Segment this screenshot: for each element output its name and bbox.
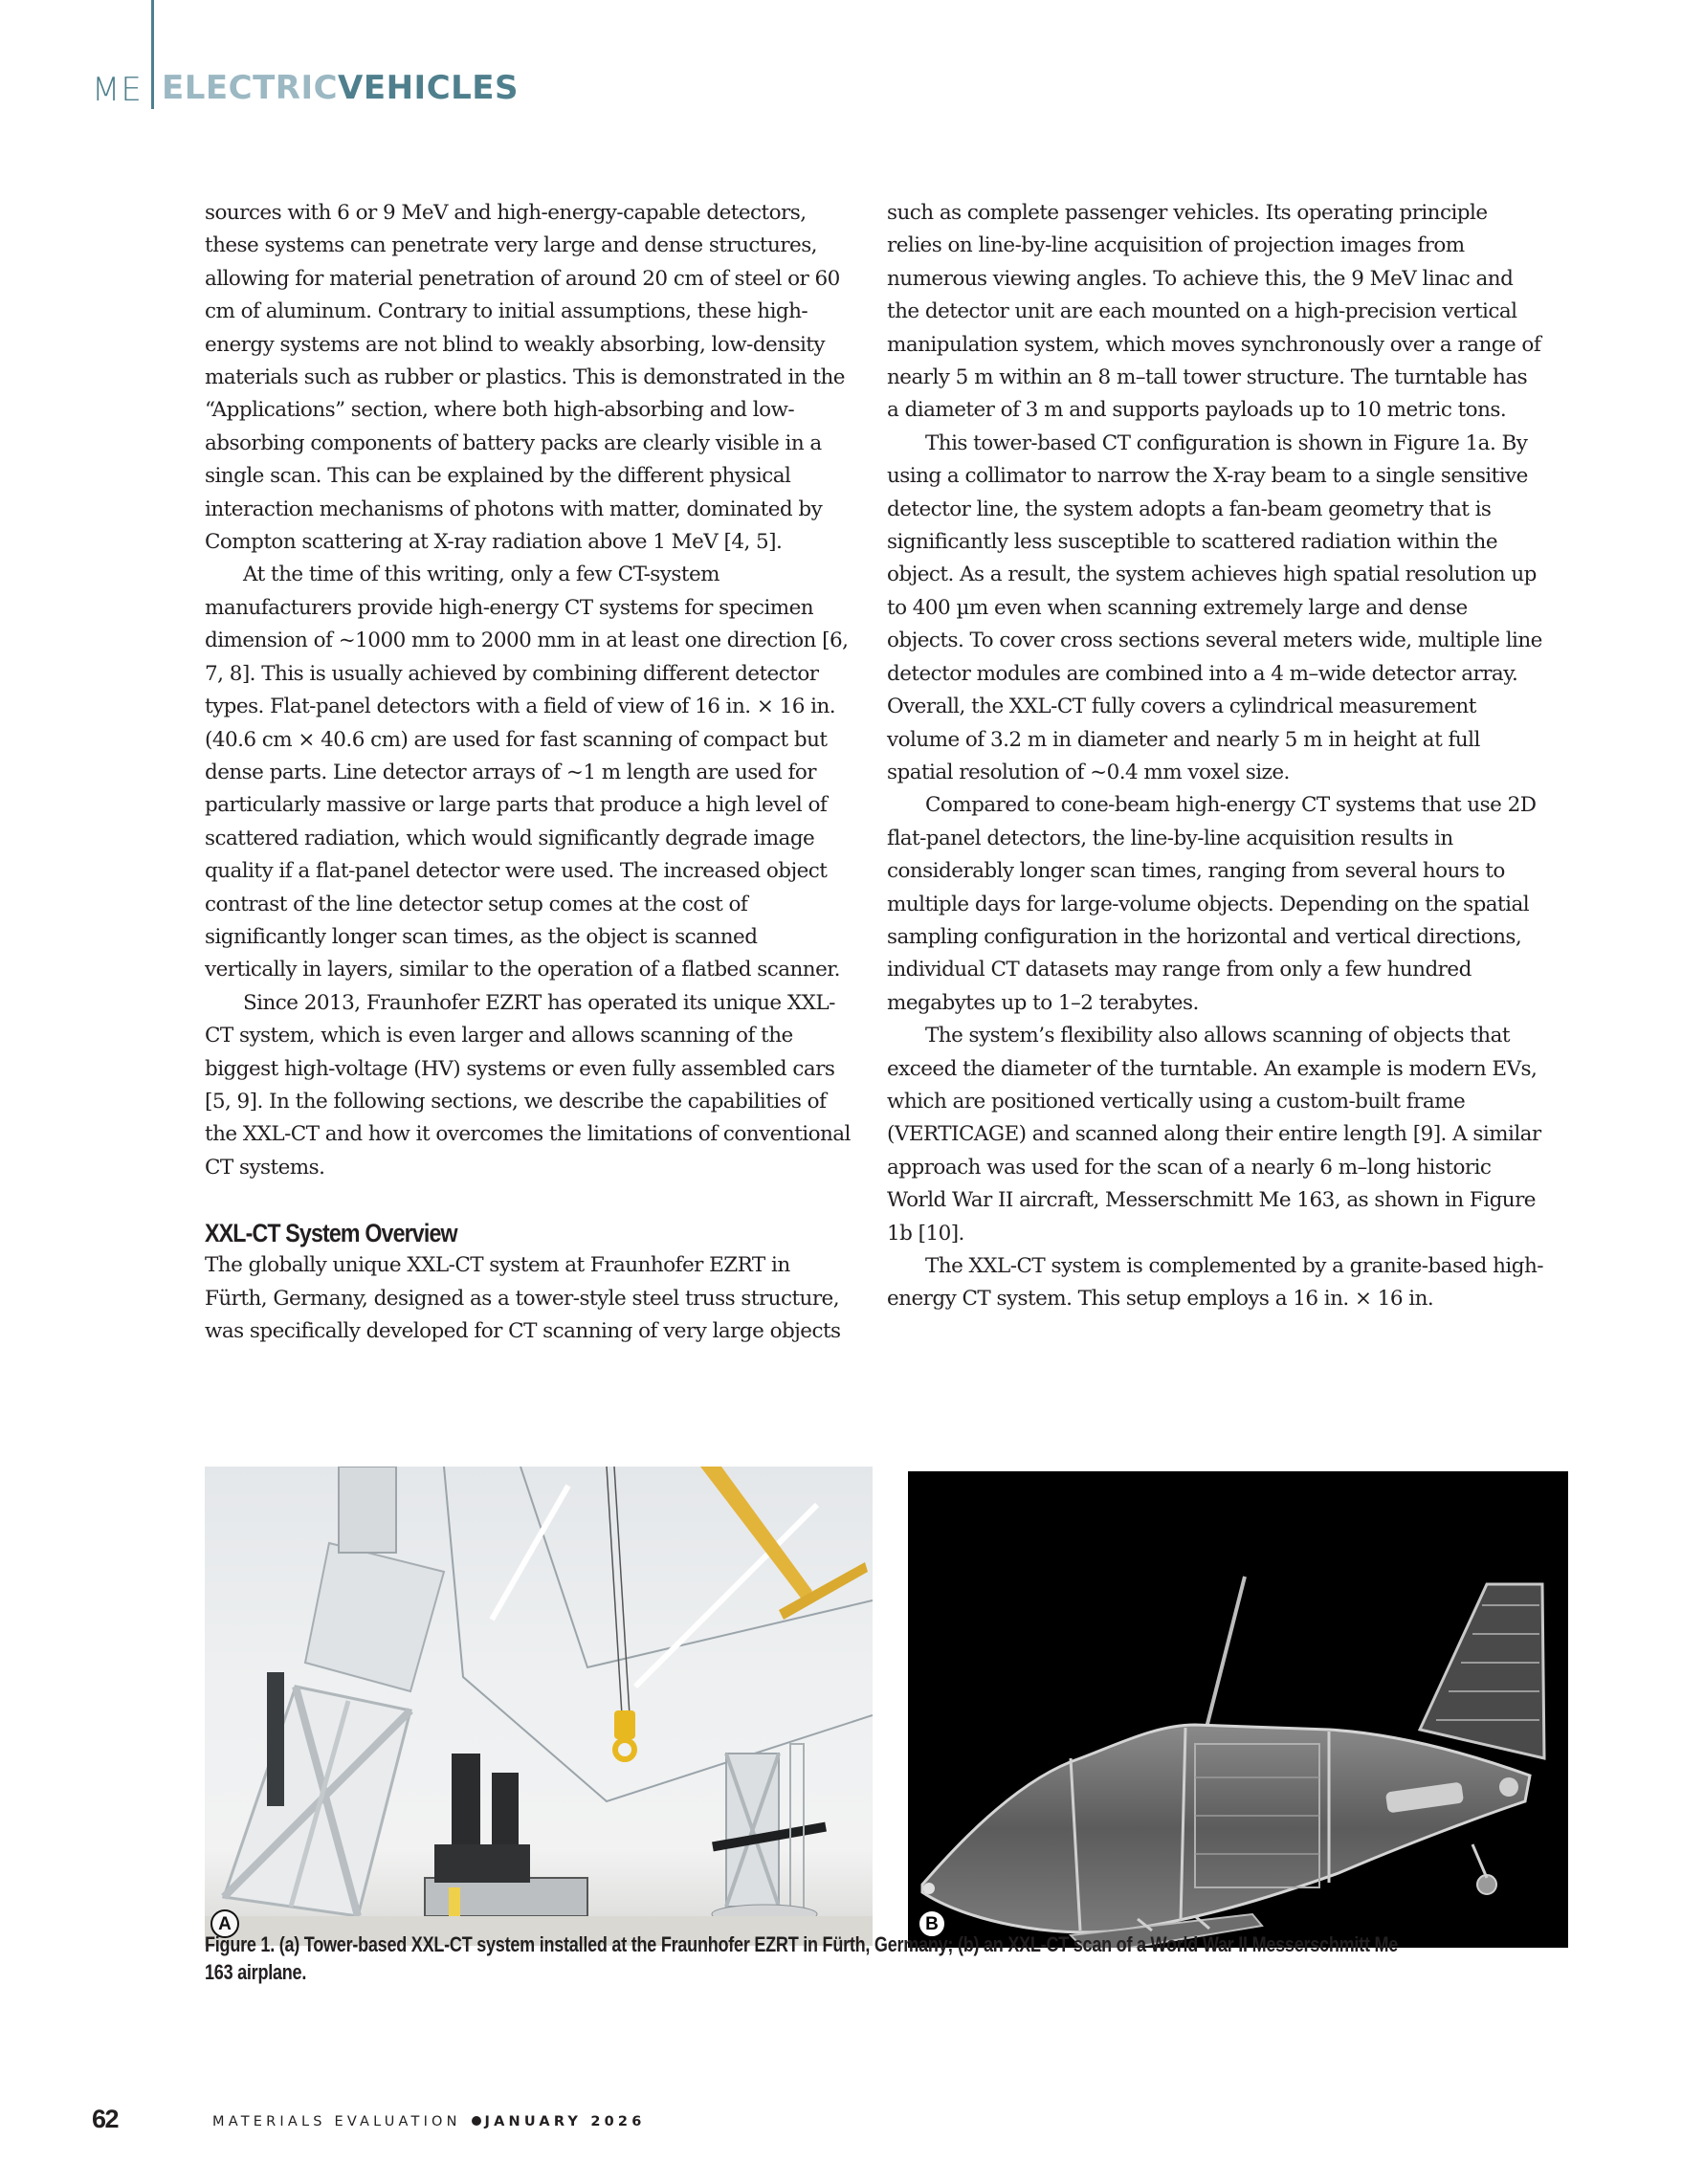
xxl-ct-hall-illustration [205,1467,873,1946]
page-number: 62 [92,2105,119,2133]
running-header [0,0,574,124]
body-paragraph: The globally unique XXL-CT system at Fraunhofer EZRT in Fürth, Germany, designed as a tower-style steel truss structure, was specifically developed for CT scanning of very large objects [205,1253,841,1343]
me163-xray-illustration [908,1471,1568,1948]
body-paragraph: Since 2013, Fraunhofer EZRT has operated its unique XXL-CT system, which is even larger and allows scanning of the biggest high-voltage (HV) systems or even fully assembled cars [5, 9]. In the following sections, we describe the capabilities of the XXL-CT and how it overcomes the limitations of conventional CT systems. [205,990,851,1180]
body-paragraph: At the time of this writing, only a few CT-system manufacturers provide high-energy CT systems for specimen dimension of ~1000 mm to 2000 mm in at least one direction [6, 7, 8]. This is usually achieved by combining different detector types. Flat-panel detectors with a field of view of 16 in. × 16 in. (40.6 cm × 40.6 cm) are used for fast scanning of compact but dense parts. Line detector arrays of ~1 m length are used for particularly massive or large parts that produce a high level of scattered radiation, which would significantly degrade image quality if a flat-panel detector were used. The increased object contrast of the line detector setup comes at the cost of significantly longer scan times, as the object is scanned vertically in layers, similar to the operation of a flatbed scanner. [205,563,849,982]
photo-xxl-ct-hall [205,1467,873,1946]
header-divider [151,0,154,109]
section-title-light: ELECTRIC [162,69,339,107]
section-title-dark: VEHICLES [338,69,520,107]
journal-name: MATERIALS EVALUATION [212,2114,461,2129]
right-column [887,197,1543,1316]
figure-caption: Figure 1. (a) Tower-based XXL-CT system installed at the Fraunhofer EZRT in Fürth, Germany; (b) an XXL-CT scan of a World War II Messerschmitt Me 163 airplane. [205,1932,1399,1984]
issue-date: JANUARY 2026 [484,2114,646,2129]
magazine-section-prefix: ME [92,71,143,109]
body-paragraph: The XXL-CT system is complemented by a granite-based high-energy CT system. This setup employs a 16 in. × 16 in. [887,1254,1543,1312]
journal-footer [212,2114,646,2129]
bullet-icon [472,2116,481,2126]
panel-label-b: B [918,1909,946,1938]
body-paragraph: Compared to cone-beam high-energy CT systems that use 2D flat-panel detectors, the line-by-line acquisition results in considerably longer scan times, ranging from several hours to multiple days for large-volume objects. Depending on the spatial sampling configuration in the horizontal and vertical directions, individual CT datasets may range from only a few hundred megabytes up to 1–2 terabytes. [887,793,1537,1015]
body-paragraph: such as complete passenger vehicles. Its operating principle relies on line-by-line acquisition of projection images from numerous viewing angles. To achieve this, the 9 MeV linac and the detector unit are each mounted on a high-precision vertical manipulation system, which moves synchronously over a range of nearly 5 m within an 8 m–tall tower structure. The turntable has a diameter of 3 m and supports payloads up to 10 metric tons. [887,201,1541,423]
panel-label-a: A [210,1909,239,1938]
body-paragraph: The system’s flexibility also allows scanning of objects that exceed the diameter of the turntable. An example is modern EVs, which are positioned vertically using a custom-built frame (VERTICAGE) and scanned along their entire length [9]. A similar approach was used for the scan of a nearly 6 m–long historic World War II aircraft, Messerschmitt Me 163, as shown in Figure 1b [10]. [887,1024,1541,1246]
left-column [205,197,852,1348]
photo-me163-ct-scan [908,1471,1568,1948]
body-paragraph: This tower-based CT configuration is shown in Figure 1a. By using a collimator to narrow the X-ray beam to a single sensitive detector line, the system adopts a fan-beam geometry that is significantly less susceptible to scattered radiation within the object. As a result, the system achieves high spatial resolution up to 400 µm even when scanning extremely large and dense objects. To cover cross sections several meters wide, multiple line detector modules are combined into a 4 m–wide detector array. Overall, the XXL-CT fully covers a cylindrical measurement volume of 3.2 m in diameter and nearly 5 m in height at full spatial resolution of ~0.4 mm voxel size. [887,430,1542,784]
section-title [162,69,519,107]
body-paragraph: sources with 6 or 9 MeV and high-energy-capable detectors, these systems can penetrate very large and dense structures, allowing for material penetration of around 20 cm of steel or 60 cm of aluminum. Contrary to initial assumptions, these high-energy systems are not blind to weakly absorbing, low-density materials such as rubber or plastics. This is demonstrated in the “Applications” section, where both high-absorbing and low-absorbing components of battery packs are clearly visible in a single scan. This can be explained by the different physical interaction mechanisms of photons with matter, dominated by Compton scattering at X-ray radiation above 1 MeV [4, 5]. [205,201,845,555]
section-heading: XXL-CT System Overview [205,1219,457,1248]
